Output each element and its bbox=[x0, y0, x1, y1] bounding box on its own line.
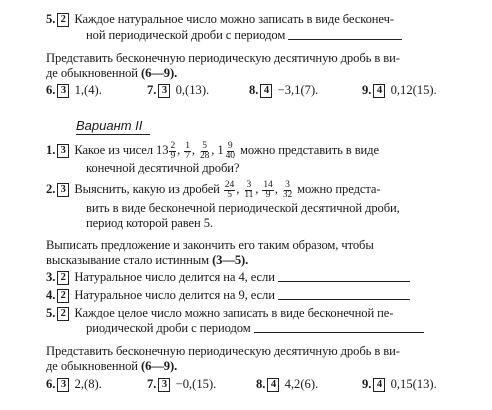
bottom-instruction-line2 bbox=[46, 359, 177, 374]
instruction2-line1 bbox=[46, 238, 374, 253]
top-q5-line2 bbox=[86, 28, 402, 43]
difficulty-box: 3 bbox=[158, 84, 170, 98]
fraction bbox=[282, 181, 293, 200]
question-number: 7. bbox=[147, 83, 157, 97]
question-text: Каждое целое число можно записать в виде бесконечной пе- bbox=[74, 306, 394, 320]
q2-line3 bbox=[86, 216, 213, 231]
fraction bbox=[199, 142, 210, 161]
q2-line1: 2. 3 Выяснить, какую из дробей $\frac{24}{5}$ , $\frac{3}{11}$ , $\frac{14}{9}$ , $\frac{3}{32}$ можно предста- bbox=[46, 179, 381, 200]
fraction-value: −0,(15). bbox=[175, 377, 217, 391]
question-text: конечной десятичной дроби? bbox=[86, 161, 240, 175]
question-number: 3. bbox=[46, 270, 56, 284]
difficulty-box: 3 bbox=[57, 84, 69, 98]
numerator: 1 bbox=[185, 140, 190, 151]
question-number: 2. bbox=[46, 182, 56, 196]
fraction bbox=[224, 181, 235, 200]
top-answer-6 bbox=[46, 83, 102, 98]
fraction bbox=[262, 181, 273, 200]
bottom-answer-6 bbox=[46, 377, 102, 392]
numerator: 14 bbox=[263, 179, 273, 190]
question-text: можно представить в виде bbox=[239, 143, 379, 157]
question-text: можно предста- bbox=[297, 182, 381, 196]
question-text: Какое из чисел bbox=[74, 143, 153, 157]
denominator: 7 bbox=[185, 150, 190, 161]
difficulty-box: 3 bbox=[57, 144, 69, 158]
range-label: (6—9). bbox=[141, 66, 178, 80]
difficulty-box: 3 bbox=[57, 378, 69, 392]
fraction-value: −3,1(7). bbox=[277, 83, 319, 97]
instruction-text: Выписать предложение и закончить его таким образом, чтобы bbox=[46, 238, 374, 252]
fraction-value: 0,(13). bbox=[175, 83, 210, 97]
numerator: 24 bbox=[224, 179, 235, 190]
numerator: 5 bbox=[202, 140, 207, 151]
instruction-text: Представить бесконечную периодическую десятичную дробь в ви- bbox=[46, 344, 400, 358]
question-number: 9. bbox=[362, 83, 372, 97]
top-answer-7 bbox=[147, 83, 209, 98]
mixed-number-whole: 1 bbox=[217, 143, 224, 157]
numerator: 9 bbox=[227, 140, 233, 151]
q1-line1: 1. 3 Какое из чисел 13 $\frac{2}{9}$ , $\frac{1}{7}$ , $\frac{5}{28}$ , 1 $\frac{9}{40}$ можно представить в виде bbox=[46, 140, 379, 161]
q2-line2 bbox=[86, 201, 400, 216]
question-text: период которой равен 5. bbox=[86, 216, 213, 230]
q4-line bbox=[46, 288, 410, 303]
bottom-answer-7 bbox=[147, 377, 216, 392]
question-number: 7. bbox=[147, 377, 157, 391]
question-number: 4. bbox=[46, 288, 56, 302]
difficulty-box: 2 bbox=[57, 271, 69, 285]
denominator: 9 bbox=[170, 150, 176, 161]
instruction-text: де обыкновенной bbox=[46, 66, 138, 80]
fraction bbox=[225, 142, 236, 161]
question-number: 8. bbox=[249, 83, 259, 97]
numerator: 3 bbox=[246, 179, 252, 190]
difficulty-box: 3 bbox=[158, 378, 170, 392]
difficulty-box: 2 bbox=[57, 289, 69, 303]
denominator: 40 bbox=[225, 150, 235, 161]
question-number: 1. bbox=[46, 143, 56, 157]
mixed-number-whole: 13 bbox=[156, 143, 169, 157]
q5-line2 bbox=[86, 321, 424, 336]
difficulty-box: 4 bbox=[267, 378, 279, 392]
answer-blank bbox=[254, 322, 424, 333]
denominator: 28 bbox=[199, 150, 210, 161]
question-number: 5. bbox=[46, 306, 56, 320]
fraction-value: 2,(8). bbox=[74, 377, 102, 391]
denominator: 11 bbox=[244, 189, 254, 200]
denominator: 5 bbox=[227, 189, 232, 200]
fraction bbox=[243, 181, 254, 200]
question-text: Выяснить, какую из дробей bbox=[74, 182, 220, 196]
question-text: Натуральное число делится на 9, если bbox=[74, 288, 275, 302]
range-label: (6—9). bbox=[141, 359, 178, 373]
instruction-text: высказывание стало истинным bbox=[46, 253, 209, 267]
question-number: 9. bbox=[362, 377, 372, 391]
fraction-value: 1,(4). bbox=[74, 83, 102, 97]
top-q5-line1 bbox=[46, 12, 394, 27]
q5-line1 bbox=[46, 306, 393, 321]
top-instruction-line1 bbox=[46, 51, 400, 66]
question-text: риодической дроби с периодом bbox=[86, 321, 251, 335]
answer-blank bbox=[278, 289, 410, 300]
denominator: 9 bbox=[265, 189, 271, 200]
q1-line2 bbox=[86, 161, 239, 176]
difficulty-box: 3 bbox=[57, 183, 69, 197]
difficulty-box: 4 bbox=[373, 84, 385, 98]
question-text: Каждое натуральное число можно записать в виде бесконеч- bbox=[74, 12, 394, 26]
bottom-answer-8 bbox=[256, 377, 318, 392]
numerator: 3 bbox=[285, 179, 290, 190]
instruction-text: Представить бесконечную периодическую десятичную дробь в ви- bbox=[46, 51, 400, 65]
fraction bbox=[184, 142, 191, 161]
instruction-text: де обыкновенной bbox=[46, 359, 138, 373]
question-number: 6. bbox=[46, 377, 56, 391]
fraction-value: 0,15(13). bbox=[390, 377, 437, 391]
numerator: 2 bbox=[170, 140, 176, 151]
question-text: вить в виде бесконечной периодической десятичной дроби, bbox=[86, 201, 400, 215]
top-answer-8 bbox=[249, 83, 318, 98]
bottom-instruction-line1 bbox=[46, 344, 400, 359]
range-label: (3—5). bbox=[212, 253, 249, 267]
answer-blank bbox=[288, 29, 402, 40]
question-text: ной периодической дроби с периодом bbox=[86, 28, 286, 42]
fraction-value: 4,2(6). bbox=[284, 377, 319, 391]
difficulty-box: 4 bbox=[260, 84, 272, 98]
difficulty-box: 2 bbox=[57, 13, 69, 27]
top-answer-9 bbox=[362, 83, 437, 98]
denominator: 32 bbox=[282, 189, 293, 200]
fraction-value: 0,12(15). bbox=[390, 83, 437, 97]
difficulty-box: 2 bbox=[57, 307, 69, 321]
question-number: 5. bbox=[46, 12, 56, 26]
variant-title: Вариант II bbox=[76, 118, 150, 135]
question-text: Натуральное число делится на 4, если bbox=[74, 270, 275, 284]
question-number: 6. bbox=[46, 83, 56, 97]
answer-blank bbox=[278, 271, 410, 282]
bottom-answer-9 bbox=[362, 377, 437, 392]
fraction bbox=[169, 142, 176, 161]
q3-line bbox=[46, 270, 410, 285]
top-instruction-line2 bbox=[46, 66, 177, 81]
difficulty-box: 4 bbox=[373, 378, 385, 392]
question-number: 8. bbox=[256, 377, 266, 391]
instruction2-line2 bbox=[46, 253, 248, 268]
